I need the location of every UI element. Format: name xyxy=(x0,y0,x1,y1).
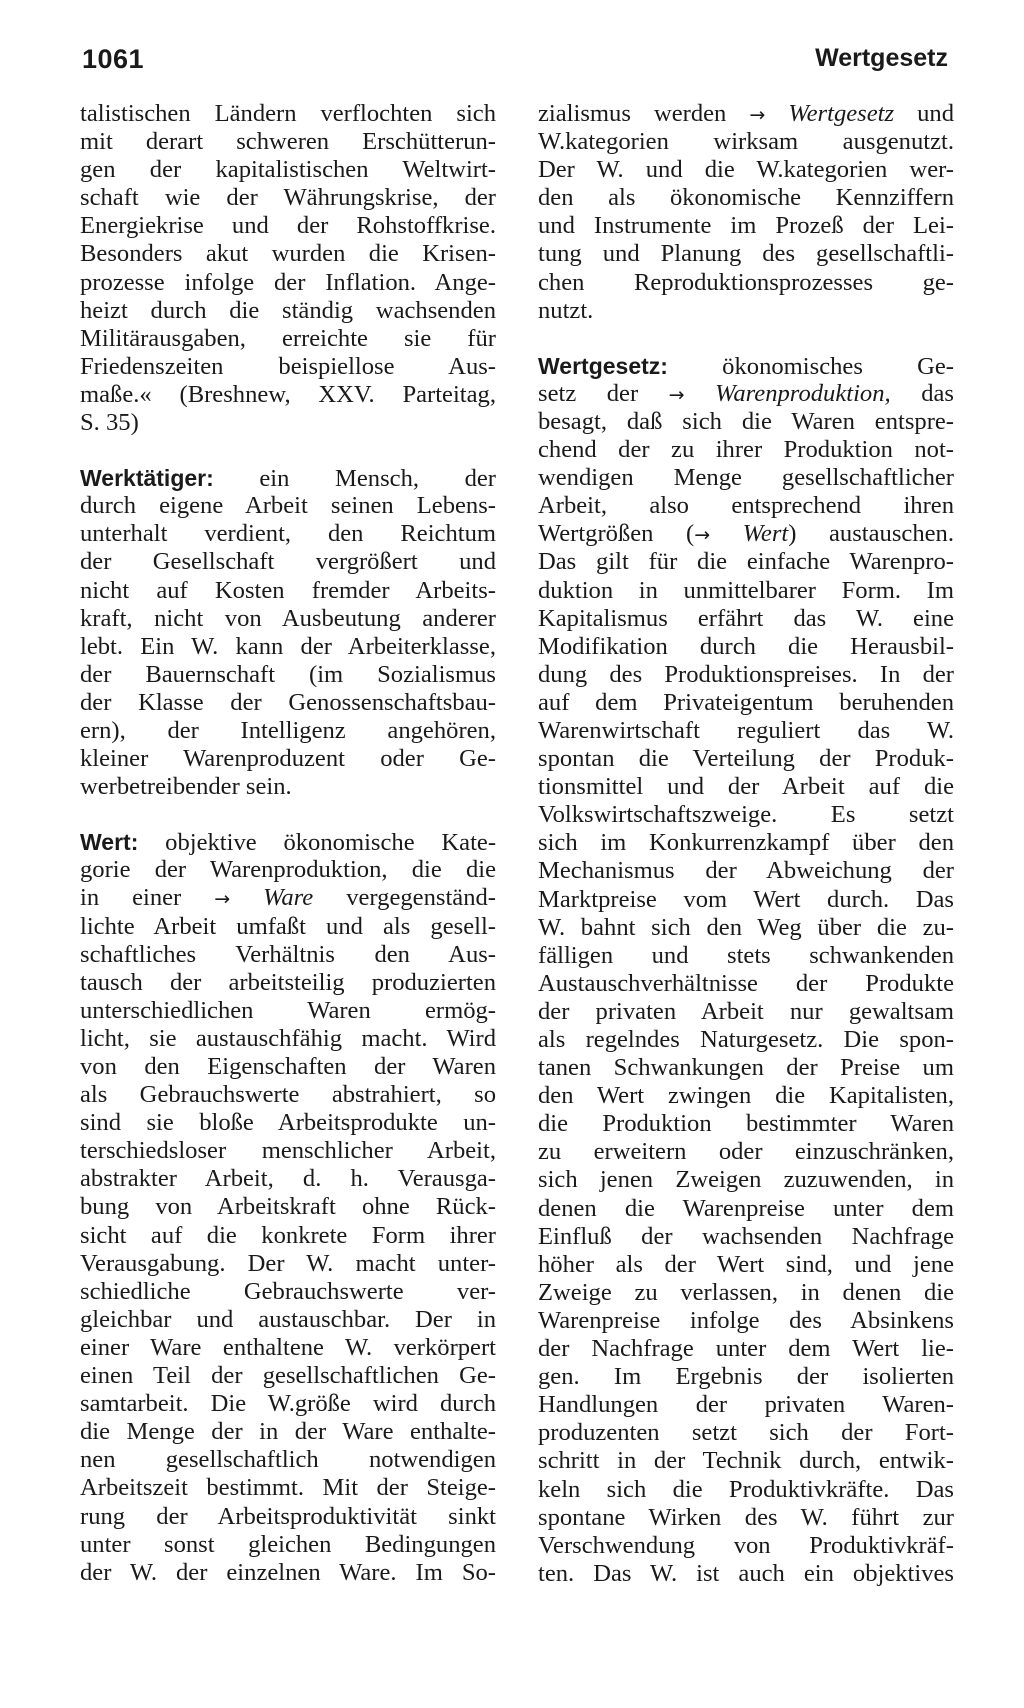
text-line: Energiekrise und der Rohstoffkrise. xyxy=(80,212,496,240)
cross-reference-link[interactable]: Warenproduktion, xyxy=(715,379,891,407)
text-segment: vergegenständ- xyxy=(346,884,496,912)
text-line: der W. der einzelnen Ware. Im So- xyxy=(80,1558,496,1586)
text-line: dung des Produktionspreises. In der xyxy=(538,660,954,688)
headword: Wertgesetz: xyxy=(538,352,668,379)
entry-text: ökonomisches Ge- xyxy=(722,352,954,380)
text-segment: und xyxy=(917,100,954,127)
text-line: heizt durch die ständig wachsenden xyxy=(80,296,496,324)
text-line-with-reference xyxy=(538,520,954,548)
entry-text: objektive ökonomische Kate- xyxy=(165,829,496,857)
text-line: kleiner Warenproduzent oder Ge- xyxy=(80,745,496,773)
text-segment: Wertgrößen ( xyxy=(538,520,695,548)
text-line: Besonders akut wurden die Krisen- xyxy=(80,240,496,268)
text-line-with-reference xyxy=(538,380,954,408)
text-line-with-reference xyxy=(538,100,954,128)
entry-wert-continued xyxy=(538,100,954,325)
text-line: die Menge der in der Ware enthalte- xyxy=(80,1418,496,1446)
continuation-paragraph xyxy=(80,100,496,437)
text-segment: zialismus werden xyxy=(538,100,727,127)
text-line: unterhalt verdient, den Reichtum xyxy=(80,520,496,548)
text-line: schaft wie der Währungskrise, der xyxy=(80,184,496,212)
text-segment: in einer xyxy=(80,884,182,912)
text-line: Mechanismus der Abweichung der xyxy=(538,857,954,885)
text-line: als Gebrauchswerte abstrahiert, so xyxy=(80,1081,496,1109)
text-line: werbetreibender sein. xyxy=(80,773,292,801)
text-segment: ) austauschen. xyxy=(788,520,954,548)
text-line: und Instrumente im Prozeß der Lei- xyxy=(538,212,954,240)
text-line: bung von Arbeitskraft ohne Rück- xyxy=(80,1193,496,1221)
text-line: abstrakter Arbeit, d. h. Verausga- xyxy=(80,1165,496,1193)
text-line: gen. Im Ergebnis der isolierten xyxy=(538,1363,954,1391)
text-line: chend der zu ihrer Produktion not- xyxy=(538,436,954,464)
text-line: den als ökonomische Kennziffern xyxy=(538,184,954,212)
left-column xyxy=(80,100,496,1587)
text-line: besagt, daß sich die Waren entspre- xyxy=(538,407,954,435)
text-line: prozesse infolge der Inflation. Ange- xyxy=(80,268,496,296)
text-line: ern), der Intelligenz angehören, xyxy=(80,716,496,744)
running-head: Wertgesetz xyxy=(815,44,948,72)
text-line: Warenpreise infolge des Absinkens xyxy=(538,1306,954,1334)
text-line: wendigen Menge gesellschaftlicher xyxy=(538,464,954,492)
entry-first-line xyxy=(538,352,954,380)
text-line: auf dem Privateigentum beruhenden xyxy=(538,688,954,716)
entry-first-line xyxy=(80,828,496,856)
text-line: Volkswirtschaftszweige. Es setzt xyxy=(538,801,954,829)
text-line: talistischen Ländern verflochten sich xyxy=(80,100,496,127)
text-line: sich jenen Zweigen zuzuwenden, in xyxy=(538,1166,954,1194)
text-line: fälligen und stets schwankenden xyxy=(538,941,954,969)
entry-first-line xyxy=(80,464,496,492)
text-line: unterschiedlichen Waren ermög- xyxy=(80,996,496,1024)
text-line: S. 35) xyxy=(80,409,139,437)
text-line: von den Eigenschaften der Waren xyxy=(80,1053,496,1080)
text-line: Handlungen der privaten Waren- xyxy=(538,1391,954,1419)
text-line: licht, sie austauschfähig macht. Wird xyxy=(80,1024,496,1052)
text-line: Arbeit, also entsprechend ihren xyxy=(538,492,954,520)
text-line: tausch der arbeitsteilig produzierten xyxy=(80,968,496,996)
entry-wertgesetz xyxy=(538,352,954,1588)
text-line: denen die Warenpreise unter dem xyxy=(538,1194,954,1222)
text-line: einen Teil der gesellschaftlichen Ge- xyxy=(80,1362,496,1390)
text-line: W.kategorien wirksam ausgenutzt. xyxy=(538,128,954,156)
text-line: als regelndes Naturgesetz. Die spon- xyxy=(538,1026,954,1053)
text-line: sich im Konkurrenzkampf über den xyxy=(538,829,954,857)
text-line: spontane Wirken des W. führt zur xyxy=(538,1503,954,1531)
right-column xyxy=(538,100,954,1588)
text-line: Verschwendung von Produktivkräf- xyxy=(538,1531,954,1559)
text-line: mit derart schweren Erschütterun- xyxy=(80,128,496,156)
text-line: lebt. Ein W. kann der Arbeiterklasse, xyxy=(80,632,496,660)
text-line: gleichbar und austauschbar. Der in xyxy=(80,1305,496,1333)
text-line: Arbeitszeit bestimmt. Mit der Steige- xyxy=(80,1474,496,1502)
cross-reference-arrow-icon: → xyxy=(668,383,685,406)
text-line: zu erweitern oder einzuschränken, xyxy=(538,1138,954,1166)
text-line: chen Reproduktionsprozesses ge- xyxy=(538,268,954,296)
paragraph-gap xyxy=(80,801,496,828)
text-line: maße.« (Breshnew, XXV. Parteitag, xyxy=(80,380,496,408)
text-line: Zweige zu verlassen, in denen die xyxy=(538,1278,954,1306)
text-line: gorie der Warenproduktion, die die xyxy=(80,856,496,884)
text-line: der Klasse der Genossenschaftsbau- xyxy=(80,688,496,716)
text-line: unter sonst gleichen Bedingungen xyxy=(80,1530,496,1558)
text-line: Militärausgaben, erreichte sie für xyxy=(80,324,496,352)
text-line: tionsmittel und der Arbeit auf die xyxy=(538,773,954,801)
text-line: kraft, nicht von Ausbeutung anderer xyxy=(80,604,496,632)
text-line: samtarbeit. Die W.größe wird durch xyxy=(80,1390,496,1418)
entry-text: ein Mensch, der xyxy=(259,465,496,493)
text-line: einer Ware enthaltene W. verkörpert xyxy=(80,1333,496,1361)
text-line: der Gesellschaft vergrößert und xyxy=(80,548,496,576)
text-line: lichte Arbeit umfaßt und als gesell- xyxy=(80,912,496,940)
text-line: terschiedsloser menschlicher Arbeit, xyxy=(80,1137,496,1165)
text-line: höher als der Wert sind, und jene xyxy=(538,1250,954,1278)
headword: Werktätiger: xyxy=(80,465,214,492)
text-line: Das gilt für die einfache Warenpro- xyxy=(538,548,954,576)
text-line: der privaten Arbeit nur gewaltsam xyxy=(538,997,954,1025)
cross-reference-arrow-icon: → xyxy=(694,524,711,547)
text-line: nutzt. xyxy=(538,296,594,324)
cross-reference-link[interactable]: Wert xyxy=(742,520,789,548)
page-number: 1061 xyxy=(82,44,145,74)
text-line: die Produktion bestimmter Waren xyxy=(538,1110,954,1138)
cross-reference-arrow-icon: → xyxy=(214,888,231,911)
paragraph-gap xyxy=(80,437,496,464)
text-line: durch eigene Arbeit seinen Lebens- xyxy=(80,492,496,520)
text-line: tung und Planung des gesellschaftli- xyxy=(538,240,954,268)
cross-reference-arrow-icon: → xyxy=(749,104,766,126)
text-line: den Wert zwingen die Kapitalisten, xyxy=(538,1082,954,1110)
text-line: tanen Schwankungen der Preise um xyxy=(538,1054,954,1082)
text-line: keln sich die Produktivkräfte. Das xyxy=(538,1475,954,1503)
text-line: Marktpreise vom Wert durch. Das xyxy=(538,885,954,913)
text-segment: das xyxy=(921,379,954,407)
text-line: sind sie bloße Arbeitsprodukte un- xyxy=(80,1109,496,1137)
text-line: sicht auf die konkrete Form ihrer xyxy=(80,1221,496,1249)
text-line: Warenwirtschaft reguliert das W. xyxy=(538,716,954,744)
text-line: Modifikation durch die Herausbil- xyxy=(538,632,954,660)
text-segment: setz der xyxy=(538,379,639,407)
text-line: produzenten setzt sich der Fort- xyxy=(538,1419,954,1447)
text-line: ten. Das W. ist auch ein objektives xyxy=(538,1559,954,1587)
text-line: Der W. und die W.kategorien wer- xyxy=(538,156,954,184)
text-line: Friedenszeiten beispiellose Aus- xyxy=(80,352,496,380)
headword: Wert: xyxy=(80,829,139,856)
cross-reference-link[interactable]: Ware xyxy=(263,884,314,912)
text-line: nicht auf Kosten fremder Arbeits- xyxy=(80,576,496,604)
text-line: rung der Arbeitsproduktivität sinkt xyxy=(80,1502,496,1530)
text-line: spontan die Verteilung der Produk- xyxy=(538,745,954,773)
text-line: Einfluß der wachsenden Nachfrage xyxy=(538,1222,954,1250)
text-line: gen der kapitalistischen Weltwirt- xyxy=(80,156,496,184)
text-line: Kapitalismus erfährt das W. eine xyxy=(538,604,954,632)
text-line-with-reference xyxy=(80,884,496,912)
text-line: schaftliches Verhältnis den Aus- xyxy=(80,940,496,968)
paragraph-gap xyxy=(538,325,954,352)
text-line: duktion in unmittelbarer Form. Im xyxy=(538,576,954,604)
cross-reference-link[interactable]: Wertgesetz xyxy=(788,100,895,127)
text-line: der Nachfrage unter dem Wert lie- xyxy=(538,1335,954,1363)
entry-wert xyxy=(80,828,496,1587)
text-line: schritt in der Technik durch, entwik- xyxy=(538,1447,954,1475)
text-line: schiedliche Gebrauchswerte ver- xyxy=(80,1277,496,1305)
text-line: nen gesellschaftlich notwendigen xyxy=(80,1446,496,1474)
text-line: Austauschverhältnisse der Produkte xyxy=(538,969,954,997)
text-line: Verausgabung. Der W. macht unter- xyxy=(80,1249,496,1277)
text-line: der Bauernschaft (im Sozialismus xyxy=(80,660,496,688)
entry-werktaetiger xyxy=(80,464,496,801)
text-line: W. bahnt sich den Weg über die zu- xyxy=(538,913,954,941)
